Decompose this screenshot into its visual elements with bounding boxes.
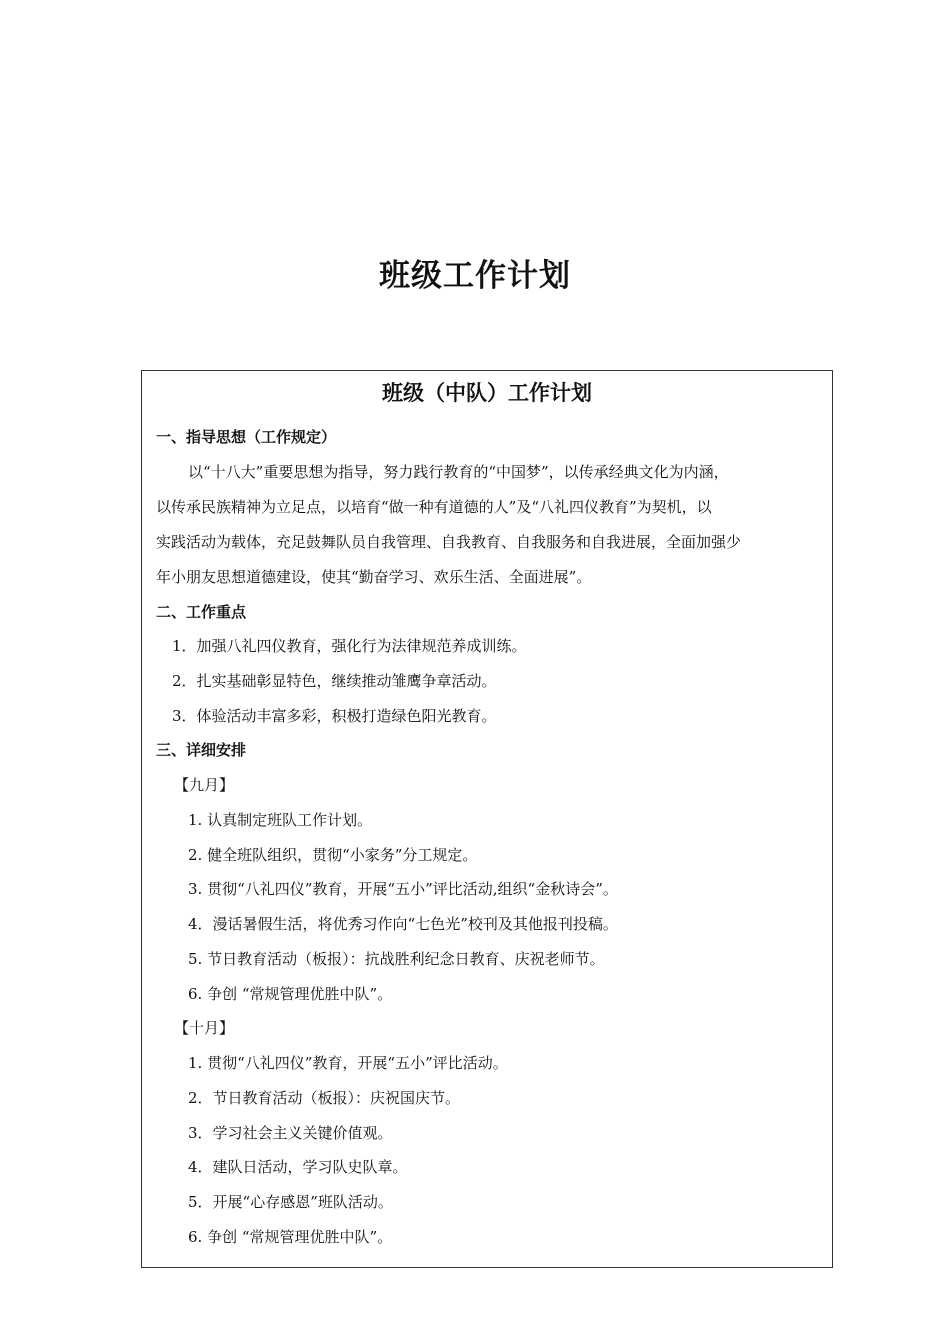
october-item: 2．节日教育活动（板报）：庆祝国庆节。 bbox=[188, 1089, 461, 1107]
plan-box bbox=[141, 370, 833, 1268]
month-label-october: 【十月】 bbox=[174, 1019, 235, 1037]
september-item: 4．漫话暑假生活，将优秀习作向“七色光”校刊及其他报刊投稿。 bbox=[188, 915, 618, 933]
focus-item: 3．体验活动丰富多彩，积极打造绿色阳光教育。 bbox=[172, 707, 497, 725]
page-title: 班级工作计划 bbox=[379, 258, 571, 294]
september-item: 1. 认真制定班队工作计划。 bbox=[188, 811, 373, 829]
october-item: 5．开展“心存感恩”班队活动。 bbox=[188, 1193, 393, 1211]
month-label-september: 【九月】 bbox=[174, 776, 235, 794]
september-item: 3. 贯彻“八礼四仪”教育，开展“五小”评比活动,组织“金秋诗会”。 bbox=[188, 880, 618, 898]
guiding-line: 以“十八大”重要思想为指导，努力践行教育的“中国梦”，以传承经典文化为内涵， bbox=[188, 463, 729, 481]
september-item: 2. 健全班队组织，贯彻“小家务”分工规定。 bbox=[188, 846, 478, 864]
october-item: 1. 贯彻“八礼四仪”教育，开展“五小”评比活动。 bbox=[188, 1054, 508, 1072]
october-item: 6. 争创 “常规管理优胜中队”。 bbox=[188, 1228, 393, 1246]
guiding-line: 年小朋友思想道德建设，使其“勤奋学习、欢乐生活、全面进展”。 bbox=[156, 568, 592, 586]
october-item: 3．学习社会主义关键价值观。 bbox=[188, 1124, 393, 1142]
focus-item: 1．加强八礼四仪教育，强化行为法律规范养成训练。 bbox=[172, 637, 527, 655]
focus-item: 2．扎实基础彰显特色，继续推动雏鹰争章活动。 bbox=[172, 672, 497, 690]
guiding-line: 实践活动为载体，充足鼓舞队员自我管理、自我教育、自我服务和自我进展，全面加强少 bbox=[156, 533, 742, 551]
october-item: 4．建队日活动，学习队史队章。 bbox=[188, 1158, 408, 1176]
september-item: 6. 争创 “常规管理优胜中队”。 bbox=[188, 985, 393, 1003]
section-heading-guiding: 一、指导思想（工作规定） bbox=[156, 428, 337, 446]
section-heading-detail: 三、详细安排 bbox=[156, 741, 247, 759]
box-title: 班级（中队）工作计划 bbox=[382, 381, 592, 405]
section-heading-focus: 二、工作重点 bbox=[156, 603, 247, 621]
september-item: 5. 节日教育活动（板报）：抗战胜利纪念日教育、庆祝老师节。 bbox=[188, 950, 605, 968]
guiding-line: 以传承民族精神为立足点，以培育“做一种有道德的人”及“八礼四仪教育”为契机，以 bbox=[156, 498, 712, 516]
